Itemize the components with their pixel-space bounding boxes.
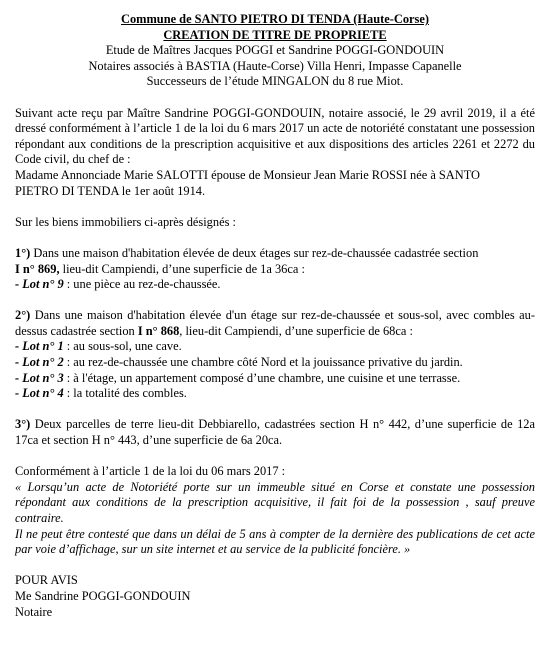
conformement-line: Conformément à l’article 1 de la loi du 06 mars 2017 : (15, 464, 286, 479)
item-1-text-b: lieu-dit Campiendi, d’une superficie de 1a 36ca : (59, 261, 305, 276)
lot-label: - Lot n° 9 (15, 277, 64, 292)
lot-description: : à l'étage, un appartement composé d’une chambre, une cuisine et une terrasse. (63, 370, 461, 385)
item-3-number: 3°) (15, 417, 31, 432)
beneficiary-line-1: Madame Annonciade Marie SALOTTI épouse de Monsieur Jean Marie ROSSI née à SANTO (15, 167, 480, 182)
item-2-cadastre-ref: I n° 868 (137, 323, 180, 338)
item-2 (15, 308, 535, 402)
item-3 (15, 417, 535, 448)
signatory-name: Me Sandrine POGGI-GONDOUIN (15, 588, 191, 603)
intro-text: Suivant acte reçu par Maître Sandrine POGGI-GONDOUIN, notaire associé, le 29 avril 2019, il a été dressé conformément à l’article 1 de la loi du 6 mars 2017 un acte de notoriété constatant une possession répondant aux conditions de la prescription acquisitive et aux dispositions des articles 2261 et 2272 du Code civil, du chef de : (15, 105, 535, 167)
beneficiary-line-2: PIETRO DI TENDA le 1er août 1914. (15, 183, 206, 198)
item-1-cadastre-ref: I n° 869, (15, 261, 60, 276)
notice-header (15, 0, 535, 90)
lot-description: : la totalité des combles. (63, 386, 187, 401)
lot-label: - Lot n° 4 (15, 386, 64, 401)
item-1 (15, 246, 535, 293)
item-2-text-b: , lieu-dit Campiendi, d’une superficie de 68ca : (179, 323, 413, 338)
lot-description: : au rez-de-chaussée une chambre côté Nord et la jouissance privative du jardin. (63, 355, 463, 370)
intro-paragraph (15, 106, 535, 200)
lot-description: : une pièce au rez-de-chaussée. (63, 277, 221, 292)
successeurs-line: Successeurs de l’étude MINGALON du 8 rue Miot. (146, 74, 404, 89)
quote-part-1: « Lorsqu’un acte de Notoriété porte sur un immeuble situé en Corse et constate une possession répondant aux conditions de la prescription acquisitive, il fait foi de la possession , sauf preuve contraire. (15, 479, 535, 525)
lot-label: - Lot n° 1 (15, 339, 64, 354)
item-1-text-a: Dans une maison d'habitation élevée de deux étages sur rez-de-chaussée cadastrée section (30, 245, 479, 260)
item-3-text: Deux parcelles de terre lieu-dit Debbiarello, cadastrées section H n° 442, d’une superficie de 12a 17ca et section H n° 443, d’une superficie de 6a 20ca. (15, 417, 535, 448)
pour-avis: POUR AVIS (15, 573, 78, 588)
document-title: CREATION DE TITRE DE PROPRIETE (163, 27, 387, 42)
legal-quote (15, 464, 535, 558)
biens-intro: Sur les biens immobiliers ci-après désignés : (15, 214, 236, 229)
commune-title: Commune de SANTO PIETRO DI TENDA (Haute-Corse) (121, 12, 429, 26)
lot-description: : au sous-sol, une cave. (63, 339, 182, 354)
item-1-number: 1°) (15, 245, 31, 260)
item-2-text-a: Dans une maison d'habitation élevée d'un étage sur rez-de-chaussée et sous-sol, avec combles au-dessus cadastrée section (15, 308, 535, 338)
lot-label: - Lot n° 3 (15, 370, 64, 385)
quote-part-2: Il ne peut être contesté que dans un délai de 5 ans à compter de la dernière des publications de cet acte par voie d’affichage, sur un site internet et au service de la publicité foncière. » (15, 526, 535, 557)
lot-label: - Lot n° 2 (15, 355, 64, 370)
item-2-number: 2°) (15, 308, 31, 323)
etude-line: Etude de Maîtres Jacques POGGI et Sandrine POGGI-GONDOUIN (105, 43, 445, 58)
signatory-role: Notaire (15, 604, 53, 619)
notaires-line: Notaires associés à BASTIA (Haute-Corse) Villa Henri, Impasse Capanelle (88, 58, 462, 73)
signature-block (15, 573, 535, 620)
